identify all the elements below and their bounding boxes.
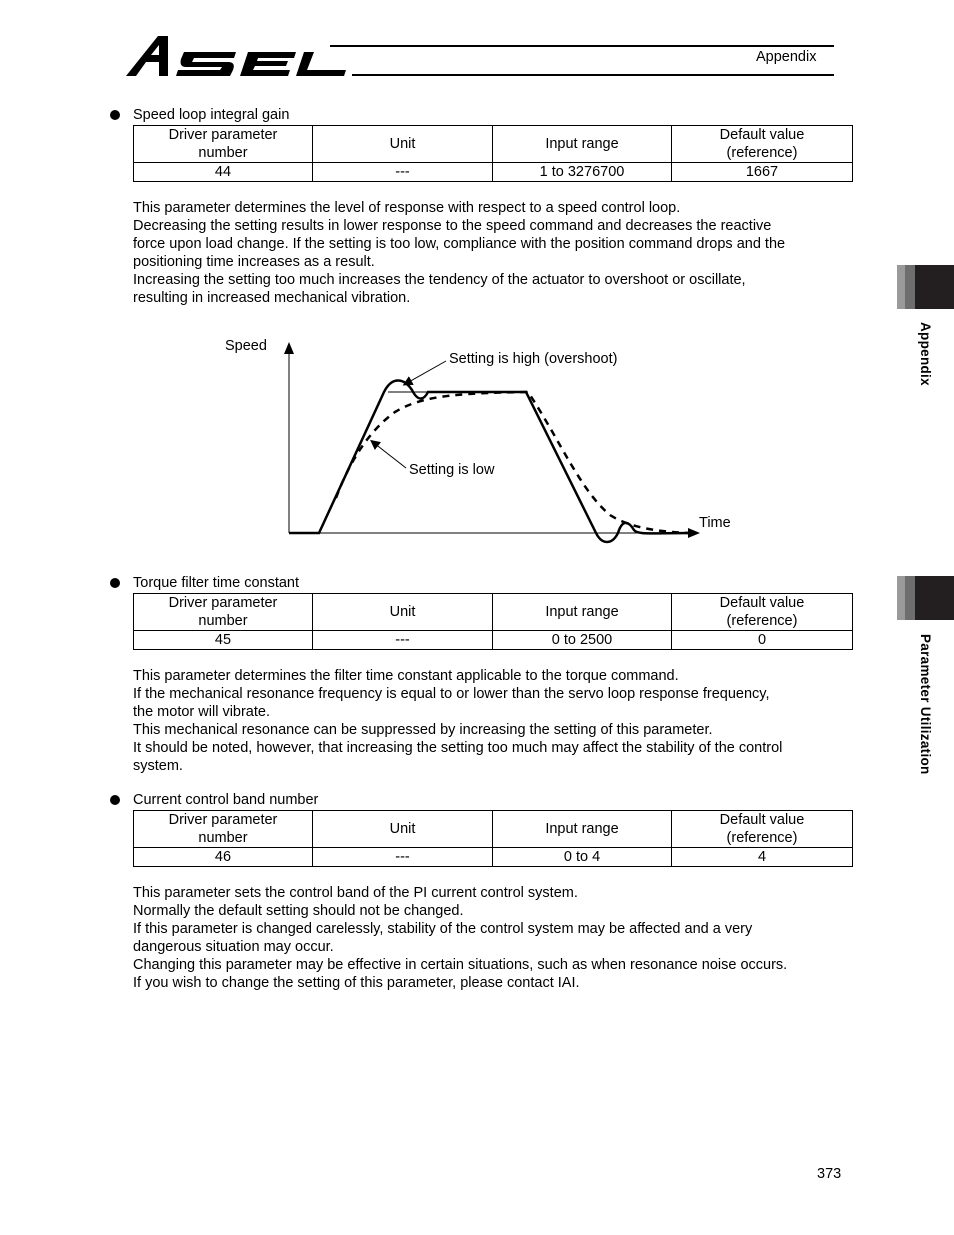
header-cell-input-range: Input range — [493, 126, 672, 163]
cell-unit: --- — [313, 848, 493, 867]
cell-input-range: 0 to 2500 — [493, 631, 672, 650]
annotation-low: Setting is low — [409, 462, 495, 478]
header-cell-parameter-number: Driver parameter number — [134, 126, 313, 163]
header-cell-parameter-number: Driver parameter number — [134, 594, 313, 631]
paragraph-torque-filter: This parameter determines the filter time constant applicable to the torque command. If the mechanical resonance frequency is equal to or lower than the servo loop response frequency, the motor will vibrate. This mechanical resonance can be suppressed by increasing the setting of this parameter. It should be noted, however, that increasing the setting too much may affect the stability of the control system. — [133, 668, 783, 774]
cell-unit: --- — [313, 163, 493, 182]
cell-parameter-number: 45 — [134, 631, 313, 650]
cell-default-value: 4 — [672, 848, 853, 867]
header-cell-unit: Unit — [313, 126, 493, 163]
annotation-high-leader — [407, 361, 446, 383]
y-axis-label: Speed — [225, 338, 267, 354]
header-cell-input-range: Input range — [493, 811, 672, 848]
cell-parameter-number: 46 — [134, 848, 313, 867]
header-rule-top — [330, 45, 834, 47]
parameter-table-45 — [133, 593, 853, 650]
header-rule-bottom — [352, 74, 834, 76]
header-cell-default-value: Default value (reference) — [672, 126, 853, 163]
bullet-current-control-band-number — [110, 792, 318, 808]
header-cell-unit: Unit — [313, 811, 493, 848]
side-tab-appendix[interactable] — [897, 265, 954, 309]
parameter-table-46 — [133, 810, 853, 867]
speed-response-diagram — [200, 330, 760, 560]
header-cell-default-value: Default value (reference) — [672, 594, 853, 631]
side-tab-parameter-utilization[interactable] — [897, 576, 954, 620]
side-tab-parameter-utilization-label: Parameter Utilization — [918, 634, 933, 775]
bullet-dot-icon — [110, 110, 120, 120]
annotation-high: Setting is high (overshoot) — [449, 351, 618, 367]
paragraph-current-control-band: This parameter sets the control band of the PI current control system. Normally the default setting should not be changed. If this parameter is changed carelessly, stability of the control system may be affected and a very dangerous situation may occur. Changing this parameter may be effective in certain situations, such as when resonance noise occurs. If you wish to change the setting of this parameter, please contact IAI. — [133, 885, 788, 991]
bullet-title: Torque filter time constant — [133, 575, 300, 591]
side-tab-appendix-label: Appendix — [918, 322, 933, 386]
bullet-title: Speed loop integral gain — [133, 107, 290, 123]
y-axis-arrow-icon — [284, 342, 294, 354]
header-section-label: Appendix — [756, 49, 817, 65]
header-cell-input-range: Input range — [493, 594, 672, 631]
cell-default-value: 0 — [672, 631, 853, 650]
cell-input-range: 0 to 4 — [493, 848, 672, 867]
cell-unit: --- — [313, 631, 493, 650]
paragraph-speed-loop: This parameter determines the level of response with respect to a speed control loop. Decreasing the setting results in lower response to the speed command and decreases the reactive force upon load change. If the setting is too low, compliance with the position command drops and the positioning time increases as a result. Increasing the setting too much increases the tendency of the actuator to overshoot or oscillate, resulting in increased mechanical vibration. — [133, 200, 786, 306]
header-cell-default-value: Default value (reference) — [672, 811, 853, 848]
cell-default-value: 1667 — [672, 163, 853, 182]
cell-parameter-number: 44 — [134, 163, 313, 182]
bullet-speed-loop-integral-gain — [110, 107, 289, 123]
page-number: 373 — [817, 1166, 842, 1182]
low-gain-curve — [336, 392, 690, 533]
parameter-table-44 — [133, 125, 853, 182]
header-cell-parameter-number: Driver parameter number — [134, 811, 313, 848]
bullet-title: Current control band number — [133, 792, 319, 808]
x-axis-label: Time — [699, 515, 731, 531]
cell-input-range: 1 to 3276700 — [493, 163, 672, 182]
bullet-torque-filter-time-constant — [110, 575, 299, 591]
bullet-dot-icon — [110, 578, 120, 588]
bullet-dot-icon — [110, 795, 120, 805]
header-cell-unit: Unit — [313, 594, 493, 631]
asel-logo — [124, 32, 349, 82]
annotation-low-leader — [374, 443, 406, 468]
